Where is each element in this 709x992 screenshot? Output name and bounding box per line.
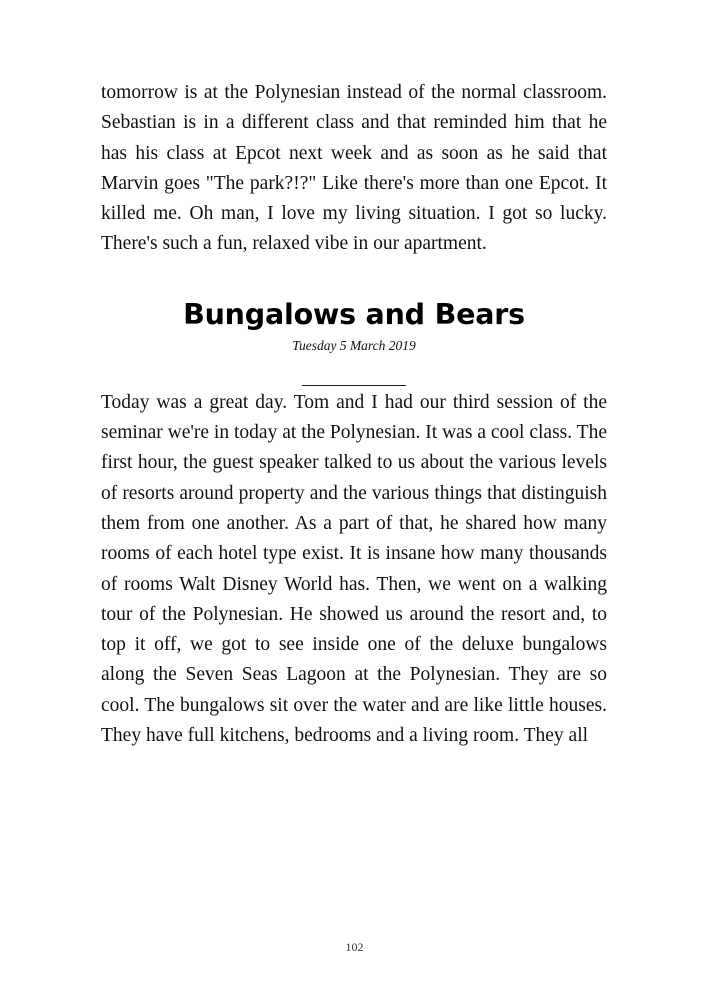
chapter-heading-block (101, 298, 607, 354)
chapter-title: Bungalows and Bears (183, 297, 525, 331)
divider-line (302, 385, 406, 386)
page-number: 102 (345, 940, 364, 954)
chapter-date: Tuesday 5 March 2019 (292, 337, 416, 353)
page-content (101, 78, 607, 751)
chapter-body-paragraph: Today was a great day. Tom and I had our third session of the seminar we're in today at the Polynesian. It was a cool class. The first hour, the guest speaker talked to us about the various levels of resorts around property and the various things that distinguish them from one another. As a part of that, he shared how many rooms of each hotel type exist. It is insane how many thousands of rooms Walt Disney World has. Then, we went on a walking tour of the Polynesian. He showed us around the resort and, to top it off, we got to see inside one of the deluxe bungalows along the Seven Seas Lagoon at the Polynesian. They are so cool. The bungalows sit over the water and are like little houses. They have full kitchens, bedrooms and a living room. They all (101, 391, 607, 747)
section-divider (101, 376, 607, 388)
paragraph-continued: tomorrow is at the Polynesian instead of the normal classroom. Sebastian is in a different class and that reminded him that he has his class at Epcot next week and as soon as he said that Marvin goes "The park?!?" Like there's more than one Epcot. It killed me. Oh man, I love my living situation. I got so lucky. There's such a fun, relaxed vibe in our apartment. (101, 82, 607, 255)
